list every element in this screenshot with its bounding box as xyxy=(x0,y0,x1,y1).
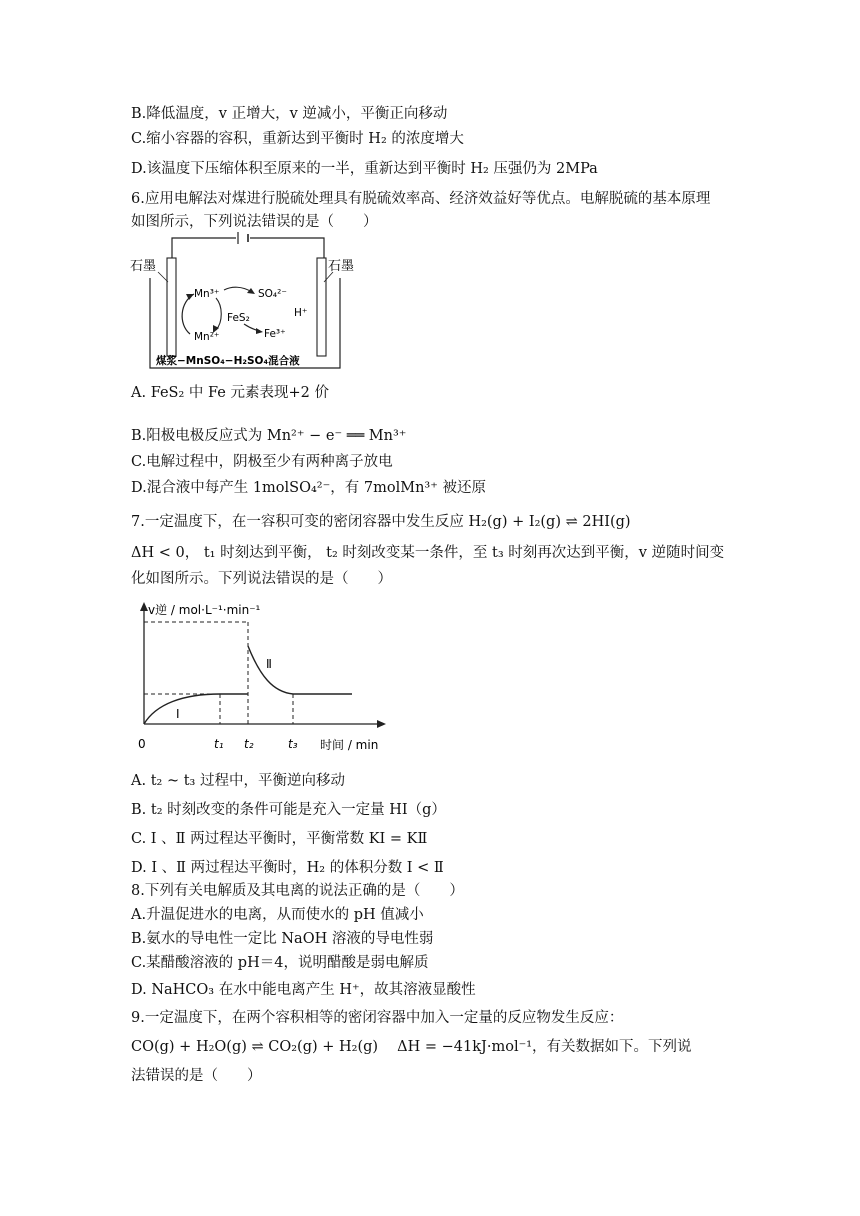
q7-option-d: D. Ⅰ 、Ⅱ 两过程达平衡时，H₂ 的体积分数 Ⅰ < Ⅱ xyxy=(131,860,444,876)
region-I-label: Ⅰ xyxy=(176,707,180,721)
q8-option-d: D. NaHCO₃ 在水中能电离产生 H⁺，故其溶液显酸性 xyxy=(131,982,476,998)
q9-stem-line3: 法错误的是（ ） xyxy=(131,1068,262,1084)
q6-option-d: D.混合液中每产生 1molSO₄²⁻，有 7molMn³⁺ 被还原 xyxy=(131,480,486,496)
q6-option-b: B.阳极电极反应式为 Mn²⁺ − e⁻ ══ Mn³⁺ xyxy=(131,428,407,444)
q9-stem-line2: CO(g) + H₂O(g) ⇌ CO₂(g) + H₂(g) ΔH = −41kJ·mol⁻¹，有关数据如下。下列说 xyxy=(131,1039,692,1055)
q9-stem-line1: 9.一定温度下，在两个容积相等的密闭容器中加入一定量的反应物发生反应： xyxy=(131,1010,624,1026)
tick-t2: t₂ xyxy=(244,737,254,751)
q7-option-c: C. Ⅰ 、Ⅱ 两过程达平衡时，平衡常数 KⅠ = KⅡ xyxy=(131,831,428,847)
q6-stem-line2: 如图所示，下列说法错误的是（ ） xyxy=(131,214,378,230)
q8-option-c: C.某醋酸溶液的 pH＝4，说明醋酸是弱电解质 xyxy=(131,955,429,971)
curve-I xyxy=(144,694,248,724)
rate-time-chart xyxy=(128,596,398,756)
q7-stem-line3: 化如图所示。下列说法错误的是（ ） xyxy=(131,571,392,587)
q6-option-a: A. FeS₂ 中 Fe 元素表现+2 价 xyxy=(131,385,329,401)
mn2-label: Mn²⁺ xyxy=(194,331,220,343)
right-electrode-label: 石墨 xyxy=(328,259,355,274)
q7-stem-line1: 7.一定温度下，在一容积可变的密闭容器中发生反应 H₂(g) + I₂(g) ⇌ 2HI(g) xyxy=(131,514,631,530)
solution-label: 煤浆−MnSO₄−H₂SO₄混合液 xyxy=(156,355,300,367)
q6-option-c: C.电解过程中，阴极至少有两种离子放电 xyxy=(131,454,393,470)
q5-option-b: B.降低温度，v 正增大，v 逆减小，平衡正向移动 xyxy=(131,106,448,122)
tick-t3: t₃ xyxy=(288,737,298,751)
q7-option-a: A. t₂ ~ t₃ 过程中，平衡逆向移动 xyxy=(131,773,345,789)
q8-stem: 8.下列有关电解质及其电离的说法正确的是（ ） xyxy=(131,883,464,899)
q7-option-b: B. t₂ 时刻改变的条件可能是充入一定量 HI（g） xyxy=(131,802,446,818)
fes2-label: FeS₂ xyxy=(227,312,250,324)
q5-option-d: D.该温度下压缩体积至原来的一半，重新达到平衡时 H₂ 压强仍为 2MPa xyxy=(131,161,598,177)
left-electrode-label: 石墨 xyxy=(130,259,157,274)
q6-stem-line1: 6.应用电解法对煤进行脱硫处理具有脱硫效率高、经济效益好等优点。电解脱硫的基本原理 xyxy=(131,191,711,207)
chart-ylabel: v逆 / mol·L⁻¹·min⁻¹ xyxy=(148,603,261,617)
tick-t1: t₁ xyxy=(214,737,224,751)
q8-option-b: B.氨水的导电性一定比 NaOH 溶液的导电性弱 xyxy=(131,931,434,947)
q8-option-a: A.升温促进水的电离，从而使水的 pH 值减小 xyxy=(131,907,424,923)
electrolysis-diagram xyxy=(128,232,358,372)
curve-II xyxy=(248,646,352,694)
region-II-label: Ⅱ xyxy=(266,657,272,671)
q7-stem-line2: ΔH < 0， t₁ 时刻达到平衡， t₂ 时刻改变某一条件，至 t₃ 时刻再次达到平衡，v 逆随时间变 xyxy=(131,545,725,561)
chart-xlabel: 时间 / min xyxy=(320,738,379,752)
hplus-label: H⁺ xyxy=(294,307,308,319)
q5-option-c: C.缩小容器的容积，重新达到平衡时 H₂ 的浓度增大 xyxy=(131,131,464,147)
so4-label: SO₄²⁻ xyxy=(258,288,287,300)
mn3-label: Mn³⁺ xyxy=(194,288,220,300)
chart-origin: 0 xyxy=(138,737,146,751)
fe3-label: Fe³⁺ xyxy=(264,328,286,340)
